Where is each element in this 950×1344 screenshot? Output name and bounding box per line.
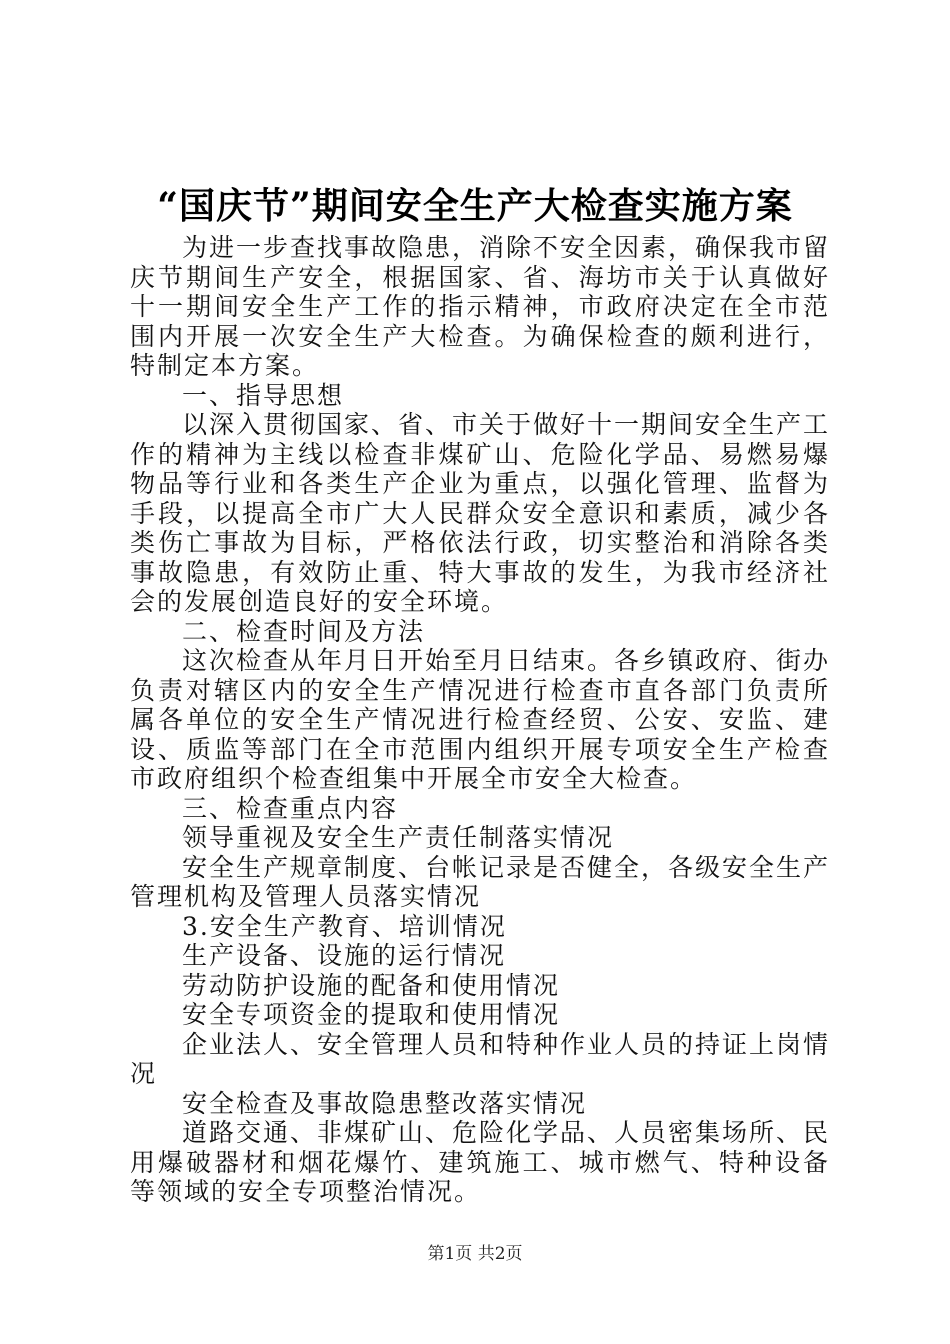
heading-guiding-ideology: 一、指导思想 [182, 380, 345, 410]
list-item: 企业法人、安全管理人员和特种作业人员的持证上岗情况 [130, 1029, 831, 1088]
paragraph-guiding-ideology: 以深入贯彻国家、省、市关于做好十一期间安全生产工作的精神为主线以检查非煤矿山、危险化学品、易燃易爆物品等行业和各类生产企业为重点，以强化管理、监督为手段，以提高全市广大人民群众安全意识和素质，减少各类伤亡事故为目标，严格依法行政，切实整治和消除各类事故隐患，有效防止重、特大事故的发生，为我市经济社会的发展创造良好的安全环境。 [130, 410, 831, 616]
heading-time-and-method: 二、检查时间及方法 [182, 616, 426, 646]
list-item: 3.安全生产教育、培训情况 [182, 911, 507, 941]
page-number-footer: 第1页 共2页 [427, 1244, 523, 1264]
paragraph-time-and-method: 这次检查从年月日开始至月日结束。各乡镇政府、街办负责对辖区内的安全生产情况进行检查市直各部门负责所属各单位的安全生产情况进行检查经贸、公安、安监、建设、质监等部门在全市范围内组织开展专项安全生产检查市政府组织个检查组集中开展全市安全大检查。 [130, 646, 831, 793]
document-body [130, 233, 830, 1207]
list-item: 生产设备、设施的运行情况 [182, 941, 507, 970]
list-item: 劳动防护设施的配备和使用情况 [182, 970, 561, 1000]
document-title: “国庆节”期间安全生产大检查实施方案 [157, 185, 793, 227]
list-item: 安全生产规章制度、台帐记录是否健全，各级安全生产管理机构及管理人员落实情况 [130, 852, 831, 911]
list-item: 道路交通、非煤矿山、危险化学品、人员密集场所、民用爆破器材和烟花爆竹、建筑施工、城市燃气、特种设备等领域的安全专项整治情况。 [130, 1118, 831, 1206]
list-item: 安全专项资金的提取和使用情况 [182, 1000, 561, 1029]
heading-key-content: 三、检查重点内容 [182, 793, 399, 823]
list-item: 安全检查及事故隐患整改落实情况 [182, 1088, 588, 1118]
paragraph-intro: 为进一步查找事故隐患，消除不安全因素，确保我市留庆节期间生产安全，根据国家、省、海坊市关于认真做好十一期间安全生产工作的指示精神，市政府决定在全市范围内开展一次安全生产大检查。为确保检查的颇利进行，特制定本方案。 [130, 233, 831, 380]
list-item: 领导重视及安全生产责任制落实情况 [182, 823, 615, 852]
